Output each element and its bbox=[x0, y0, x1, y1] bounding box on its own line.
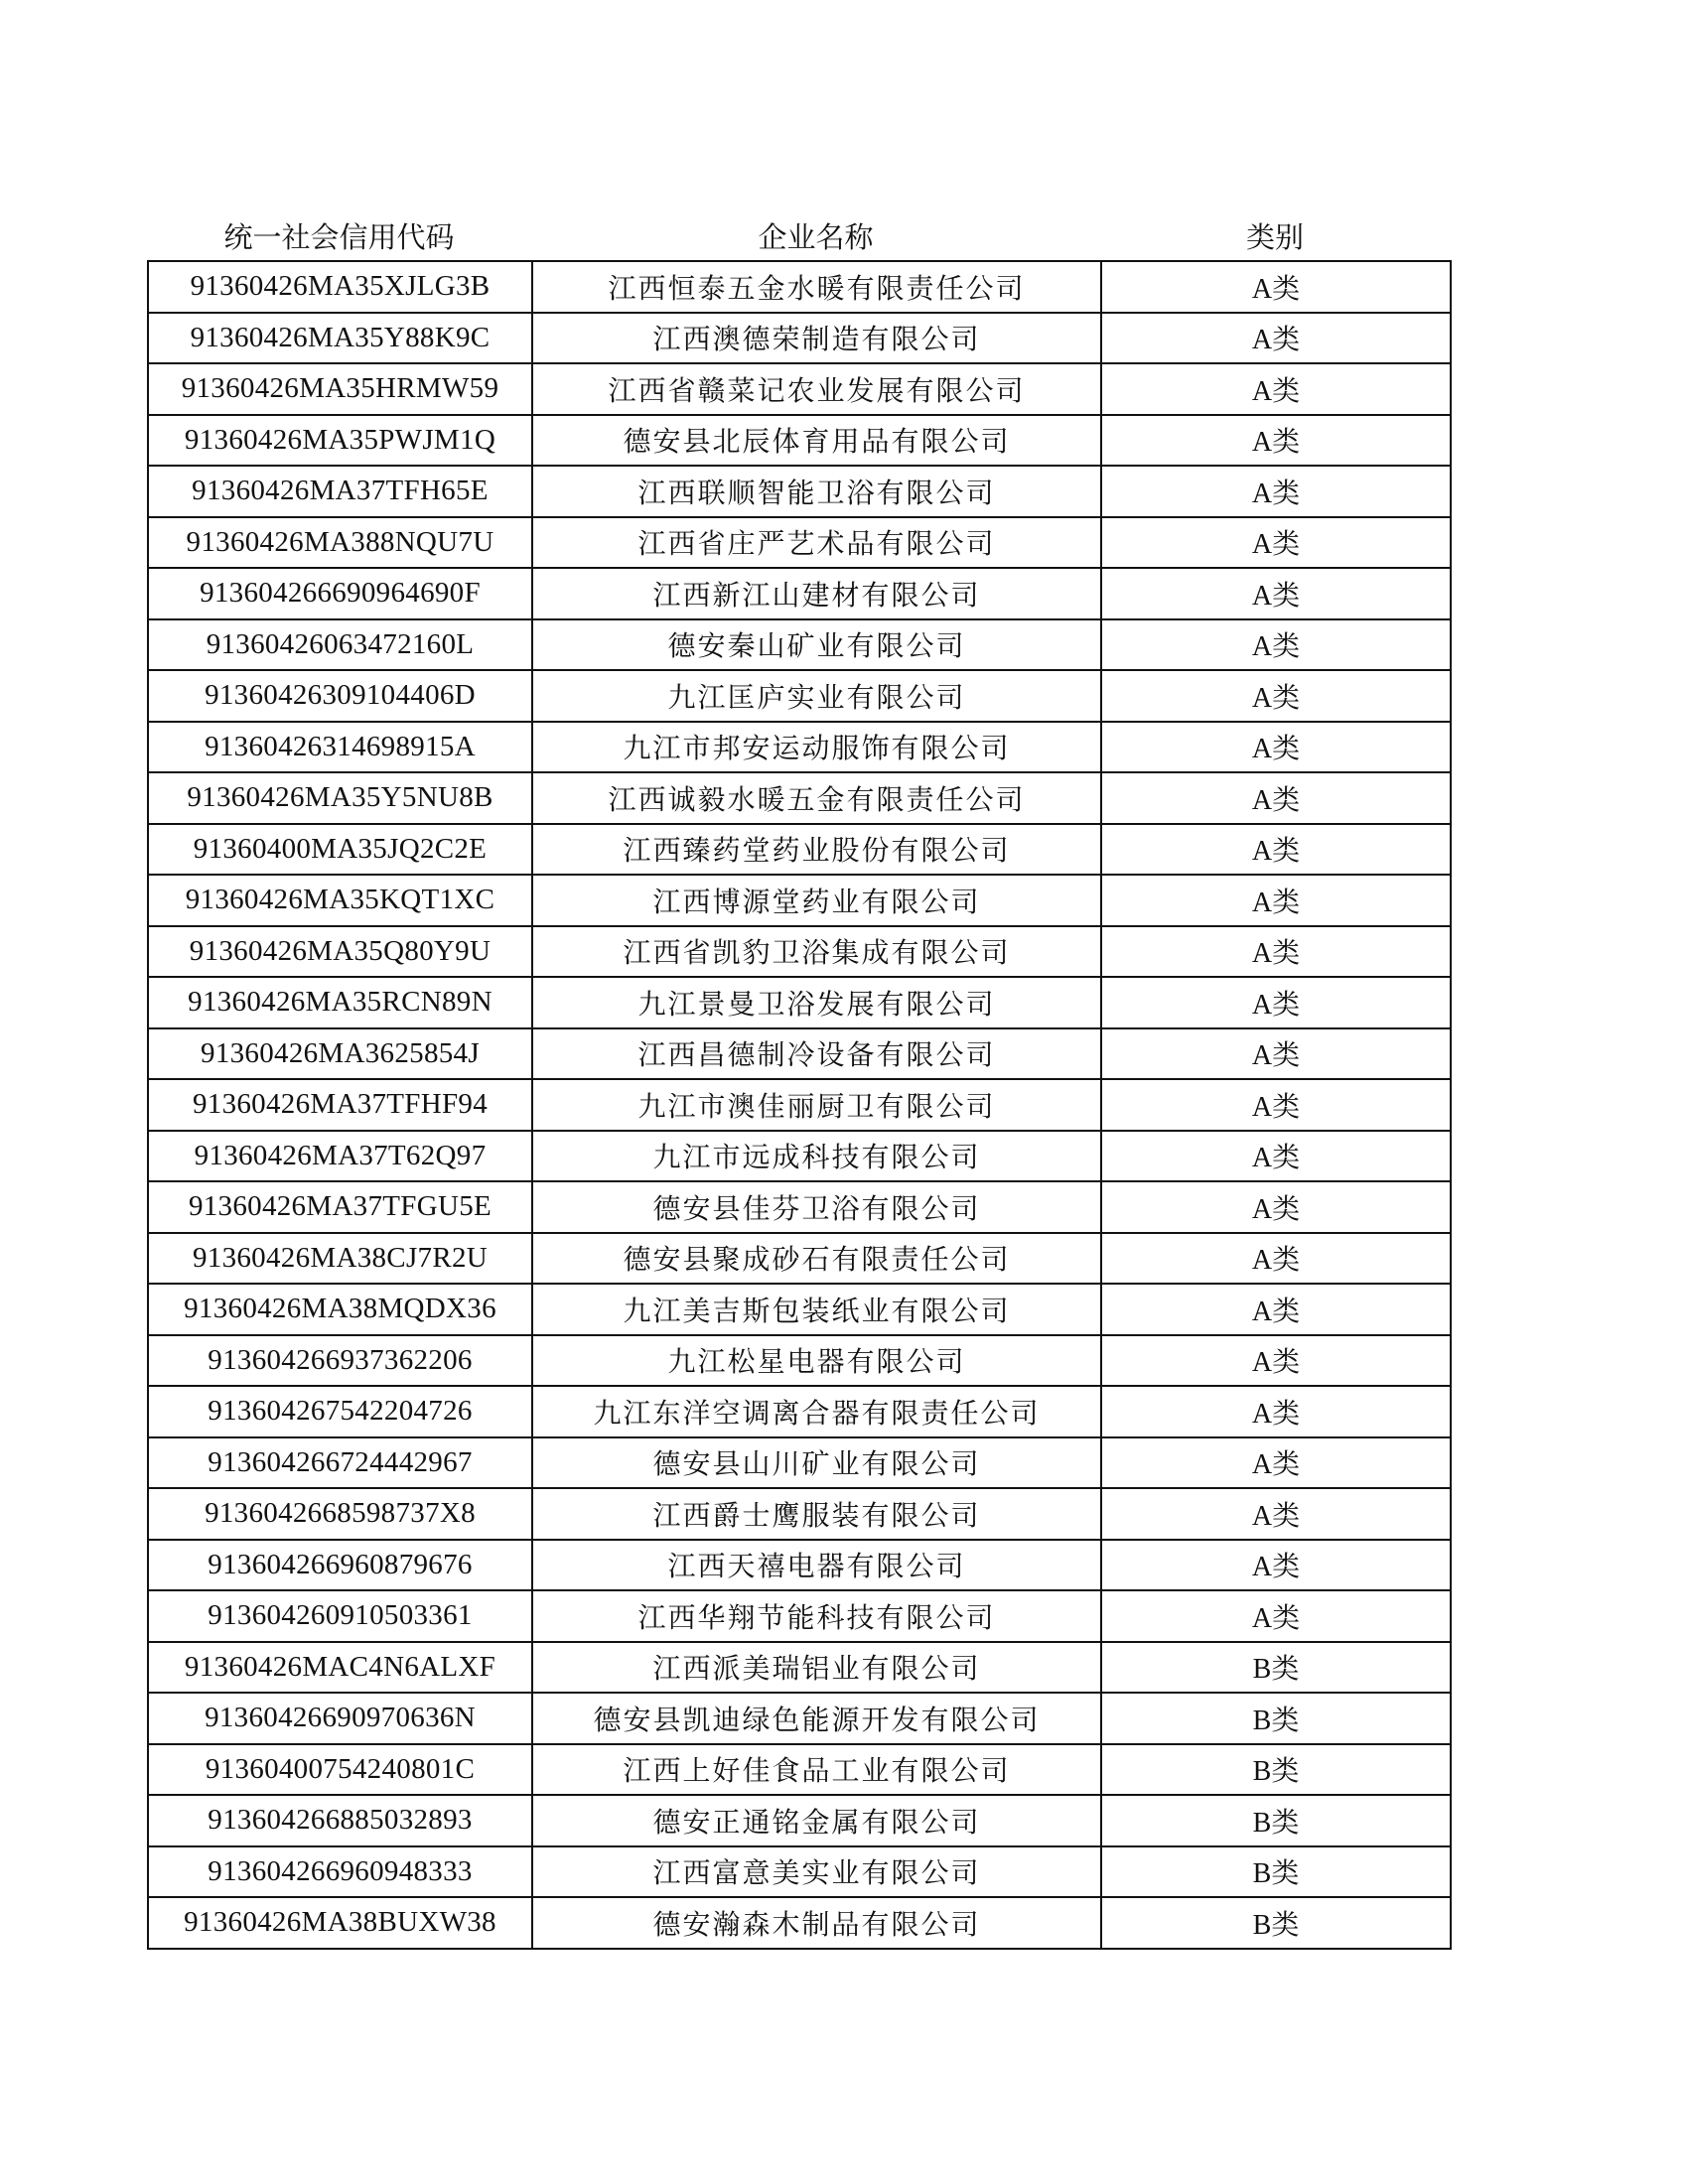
category-cell: A类 bbox=[1101, 722, 1451, 773]
category-cell: A类 bbox=[1101, 619, 1451, 671]
category-cell: A类 bbox=[1101, 1335, 1451, 1387]
table-row bbox=[148, 1028, 1451, 1080]
enterprise-name-cell: 德安秦山矿业有限公司 bbox=[532, 619, 1101, 671]
table-row bbox=[148, 1131, 1451, 1182]
credit-code-cell: 913604266724442967 bbox=[148, 1437, 532, 1489]
table-row bbox=[148, 363, 1451, 415]
enterprise-name-cell: 九江东洋空调离合器有限责任公司 bbox=[532, 1386, 1101, 1437]
table-row bbox=[148, 619, 1451, 671]
credit-code-cell: 913604266885032893 bbox=[148, 1795, 532, 1846]
enterprise-name-cell: 江西富意美实业有限公司 bbox=[532, 1846, 1101, 1898]
category-cell: A类 bbox=[1101, 313, 1451, 364]
credit-code-cell: 913604267542204726 bbox=[148, 1386, 532, 1437]
category-cell: A类 bbox=[1101, 466, 1451, 517]
enterprise-name-cell: 德安瀚森木制品有限公司 bbox=[532, 1897, 1101, 1949]
enterprise-name-cell: 九江松星电器有限公司 bbox=[532, 1335, 1101, 1387]
table-row bbox=[148, 1744, 1451, 1796]
category-cell: B类 bbox=[1101, 1897, 1451, 1949]
header-enterprise-name: 企业名称 bbox=[758, 219, 874, 254]
enterprise-name-cell: 江西澳德荣制造有限公司 bbox=[532, 313, 1101, 364]
enterprise-name-cell: 九江匡庐实业有限公司 bbox=[532, 670, 1101, 722]
category-cell: B类 bbox=[1101, 1642, 1451, 1694]
credit-code-cell: 913604266937362206 bbox=[148, 1335, 532, 1387]
table-row bbox=[148, 1079, 1451, 1131]
category-cell: A类 bbox=[1101, 363, 1451, 415]
credit-code-cell: 91360426MA35PWJM1Q bbox=[148, 415, 532, 467]
category-cell: A类 bbox=[1101, 1386, 1451, 1437]
category-cell: A类 bbox=[1101, 1131, 1451, 1182]
table-row bbox=[148, 1693, 1451, 1744]
enterprise-name-cell: 江西爵士鹰服装有限公司 bbox=[532, 1488, 1101, 1540]
enterprise-name-cell: 德安县佳芬卫浴有限公司 bbox=[532, 1181, 1101, 1233]
table-row bbox=[148, 1540, 1451, 1591]
enterprise-name-cell: 德安县凯迪绿色能源开发有限公司 bbox=[532, 1693, 1101, 1744]
category-cell: B类 bbox=[1101, 1846, 1451, 1898]
credit-code-cell: 91360426MAC4N6ALXF bbox=[148, 1642, 532, 1694]
category-cell: B类 bbox=[1101, 1795, 1451, 1846]
table-row bbox=[148, 1335, 1451, 1387]
credit-code-cell: 91360426MA388NQU7U bbox=[148, 517, 532, 569]
credit-code-cell: 91360426MA38MQDX36 bbox=[148, 1284, 532, 1335]
table-row bbox=[148, 1488, 1451, 1540]
enterprise-name-cell: 江西诚毅水暖五金有限责任公司 bbox=[532, 772, 1101, 824]
table-row bbox=[148, 977, 1451, 1028]
table-row bbox=[148, 722, 1451, 773]
enterprise-name-cell: 江西上好佳食品工业有限公司 bbox=[532, 1744, 1101, 1796]
table-row bbox=[148, 415, 1451, 467]
table-row bbox=[148, 1846, 1451, 1898]
category-cell: A类 bbox=[1101, 824, 1451, 876]
category-cell: A类 bbox=[1101, 415, 1451, 467]
category-cell: A类 bbox=[1101, 568, 1451, 619]
enterprise-name-cell: 江西新江山建材有限公司 bbox=[532, 568, 1101, 619]
enterprise-name-cell: 江西省凯豹卫浴集成有限公司 bbox=[532, 926, 1101, 978]
credit-code-cell: 91360426309104406D bbox=[148, 670, 532, 722]
category-cell: A类 bbox=[1101, 1028, 1451, 1080]
enterprise-name-cell: 九江景曼卫浴发展有限公司 bbox=[532, 977, 1101, 1028]
credit-code-cell: 913604266960948333 bbox=[148, 1846, 532, 1898]
enterprise-name-cell: 江西省庄严艺术品有限公司 bbox=[532, 517, 1101, 569]
enterprise-name-cell: 九江市邦安运动服饰有限公司 bbox=[532, 722, 1101, 773]
table-row bbox=[148, 466, 1451, 517]
category-cell: A类 bbox=[1101, 1488, 1451, 1540]
table-row bbox=[148, 1386, 1451, 1437]
credit-code-cell: 913604266690964690F bbox=[148, 568, 532, 619]
credit-code-cell: 913604266960879676 bbox=[148, 1540, 532, 1591]
enterprise-name-cell: 九江市远成科技有限公司 bbox=[532, 1131, 1101, 1182]
header-credit-code: 统一社会信用代码 bbox=[223, 219, 455, 254]
enterprise-name-cell: 江西省赣菜记农业发展有限公司 bbox=[532, 363, 1101, 415]
credit-code-cell: 91360426MA35XJLG3B bbox=[148, 261, 532, 313]
category-cell: A类 bbox=[1101, 1284, 1451, 1335]
enterprise-name-cell: 江西臻药堂药业股份有限公司 bbox=[532, 824, 1101, 876]
category-cell: A类 bbox=[1101, 1540, 1451, 1591]
category-cell: A类 bbox=[1101, 772, 1451, 824]
category-cell: B类 bbox=[1101, 1693, 1451, 1744]
credit-code-cell: 91360400754240801C bbox=[148, 1744, 532, 1796]
category-cell: A类 bbox=[1101, 1590, 1451, 1642]
credit-code-cell: 91360426MA38CJ7R2U bbox=[148, 1233, 532, 1285]
table-header bbox=[147, 210, 1450, 260]
enterprise-name-cell: 江西昌德制冷设备有限公司 bbox=[532, 1028, 1101, 1080]
credit-code-cell: 91360426690970636N bbox=[148, 1693, 532, 1744]
table-row bbox=[148, 517, 1451, 569]
table-row bbox=[148, 1642, 1451, 1694]
enterprise-name-cell: 江西恒泰五金水暖有限责任公司 bbox=[532, 261, 1101, 313]
credit-code-cell: 91360426MA35HRMW59 bbox=[148, 363, 532, 415]
credit-code-cell: 91360426MA35RCN89N bbox=[148, 977, 532, 1028]
credit-code-cell: 91360426MA37TFGU5E bbox=[148, 1181, 532, 1233]
table-row bbox=[148, 1590, 1451, 1642]
table-row bbox=[148, 1795, 1451, 1846]
table-row bbox=[148, 875, 1451, 926]
category-cell: A类 bbox=[1101, 517, 1451, 569]
enterprise-name-cell: 德安县北辰体育用品有限公司 bbox=[532, 415, 1101, 467]
enterprise-name-cell: 德安县山川矿业有限公司 bbox=[532, 1437, 1101, 1489]
credit-code-cell: 91360426MA38BUXW38 bbox=[148, 1897, 532, 1949]
credit-code-cell: 91360426MA35Q80Y9U bbox=[148, 926, 532, 978]
category-cell: A类 bbox=[1101, 670, 1451, 722]
credit-code-cell: 91360426MA37TFH65E bbox=[148, 466, 532, 517]
category-cell: A类 bbox=[1101, 875, 1451, 926]
enterprise-name-cell: 九江市澳佳丽厨卫有限公司 bbox=[532, 1079, 1101, 1131]
category-cell: A类 bbox=[1101, 1233, 1451, 1285]
table-row bbox=[148, 670, 1451, 722]
table-row bbox=[148, 568, 1451, 619]
table-row bbox=[148, 261, 1451, 313]
enterprise-name-cell: 江西华翔节能科技有限公司 bbox=[532, 1590, 1101, 1642]
credit-code-cell: 91360426MA37TFHF94 bbox=[148, 1079, 532, 1131]
category-cell: B类 bbox=[1101, 1744, 1451, 1796]
enterprise-name-cell: 江西天禧电器有限公司 bbox=[532, 1540, 1101, 1591]
credit-code-cell: 91360426MA35KQT1XC bbox=[148, 875, 532, 926]
enterprise-name-cell: 江西博源堂药业有限公司 bbox=[532, 875, 1101, 926]
credit-code-cell: 91360426MA3625854J bbox=[148, 1028, 532, 1080]
credit-code-cell: 91360400MA35JQ2C2E bbox=[148, 824, 532, 876]
enterprise-table bbox=[147, 260, 1452, 1950]
category-cell: A类 bbox=[1101, 261, 1451, 313]
table-body bbox=[148, 261, 1451, 1949]
enterprise-name-cell: 德安正通铭金属有限公司 bbox=[532, 1795, 1101, 1846]
credit-code-cell: 91360426314698915A bbox=[148, 722, 532, 773]
table-row bbox=[148, 772, 1451, 824]
category-cell: A类 bbox=[1101, 1437, 1451, 1489]
table-row bbox=[148, 1233, 1451, 1285]
table-row bbox=[148, 313, 1451, 364]
enterprise-name-cell: 九江美吉斯包装纸业有限公司 bbox=[532, 1284, 1101, 1335]
table-row bbox=[148, 1284, 1451, 1335]
enterprise-table-sheet bbox=[147, 210, 1450, 1950]
category-cell: A类 bbox=[1101, 926, 1451, 978]
enterprise-name-cell: 德安县聚成砂石有限责任公司 bbox=[532, 1233, 1101, 1285]
category-cell: A类 bbox=[1101, 977, 1451, 1028]
category-cell: A类 bbox=[1101, 1181, 1451, 1233]
credit-code-cell: 91360426MA37T62Q97 bbox=[148, 1131, 532, 1182]
enterprise-name-cell: 江西联顺智能卫浴有限公司 bbox=[532, 466, 1101, 517]
enterprise-name-cell: 江西派美瑞铝业有限公司 bbox=[532, 1642, 1101, 1694]
table-row bbox=[148, 824, 1451, 876]
category-cell: A类 bbox=[1101, 1079, 1451, 1131]
table-row bbox=[148, 1181, 1451, 1233]
credit-code-cell: 913604260910503361 bbox=[148, 1590, 532, 1642]
credit-code-cell: 91360426MA35Y5NU8B bbox=[148, 772, 532, 824]
credit-code-cell: 91360426063472160L bbox=[148, 619, 532, 671]
header-category: 类别 bbox=[1245, 219, 1304, 254]
credit-code-cell: 9136042668598737X8 bbox=[148, 1488, 532, 1540]
table-row bbox=[148, 1897, 1451, 1949]
credit-code-cell: 91360426MA35Y88K9C bbox=[148, 313, 532, 364]
table-row bbox=[148, 1437, 1451, 1489]
table-row bbox=[148, 926, 1451, 978]
